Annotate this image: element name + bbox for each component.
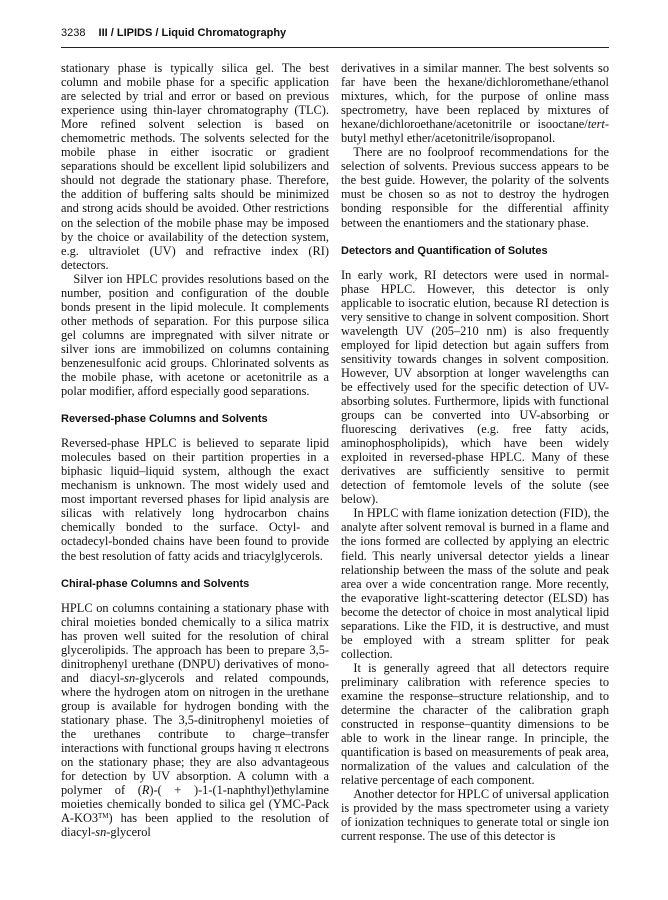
text-run: HPLC on columns containing a stationary phase with chiral moieties bonded chemically to a silica matrix has proven well suited for the resolution of chiral glycerolipids. The approach has been to prepare 3,5-dinitrophenyl urethane (DNPU) derivatives of mono- and diacyl- bbox=[61, 600, 329, 685]
section-heading-chiral-phase: Chiral-phase Columns and Solvents bbox=[61, 577, 250, 590]
text-run: ) has been applied to the resolution of diacyl- bbox=[61, 811, 329, 840]
paragraph: Another detector for HPLC of universal application is provided by the mass spectrometer using a variety of ionization techniques to generate total or single ion current response. The use of this detector is bbox=[341, 787, 609, 844]
italic-text: sn bbox=[95, 825, 107, 840]
trademark-superscript: TM bbox=[98, 812, 109, 821]
text-run: -butyl methyl ether/acetonitrile/isopropanol. bbox=[341, 117, 609, 146]
text-run: derivatives in a similar manner. The best solvents so far have been the hexane/dichloromethane/ethanol mixtures, which, for the purpose of online mass spectrometry, have been replaced by mixtures of hexane/dichloroethane/acetonitrile or isooctane/ bbox=[341, 61, 609, 132]
page-number: 3238 bbox=[61, 27, 86, 39]
section-title: III / LIPIDS / Liquid Chromatography bbox=[98, 27, 287, 39]
paragraph bbox=[341, 61, 609, 145]
italic-text: sn bbox=[124, 670, 136, 685]
paragraph: In HPLC with flame ionization detection (FID), the analyte after solvent removal is burned in a flame and the ions formed are collected by applying an electric field. This nearly universal detector yields a linear relationship between the mass of the solute and peak area over a wide concentration range. More recently, the evaporative light-scattering detector (ELSD) has become the detector of choice in most analytical lipid separations. Like the FID, it is destructive, and must be employed with a stream splitter for peak collection. bbox=[341, 506, 609, 661]
running-head bbox=[61, 27, 609, 48]
paragraph: Reversed-phase HPLC is believed to separate lipid molecules based on their partition properties in a biphasic liquid–liquid system, although the exact mechanism is unknown. The most widely used and most important reversed phases for lipid analysis are silicas with relatively long hydrocarbon chains chemically bonded to the surface. Octyl- and octadecyl-bonded chains have been found to provide the best resolution of fatty acids and triacylglycerols. bbox=[61, 436, 329, 563]
section-heading-detectors: Detectors and Quantification of Solutes bbox=[341, 244, 548, 257]
right-column bbox=[341, 61, 609, 843]
text-run: -glycerol bbox=[106, 825, 151, 840]
italic-text: R bbox=[141, 783, 150, 798]
left-column bbox=[61, 61, 329, 839]
paragraph: In early work, RI detectors were used in normal-phase HPLC. However, this detector is only applicable to isocratic elution, because RI detection is very sensitive to change in solvent composition. Short wavelength UV (205–210 nm) is also frequently employed for lipid detection but again suffers from sensitivity towards changes in solvent composition. However, UV absorption at longer wavelengths can be effectively used for the specific detection of UV-absorbing solutes. Furthermore, lipids with functional groups can be converted into UV-absorbing or fluorescing derivatives (e.g. free fatty acids, aminophospholipids), which have been widely exploited in reversed-phase HPLC. Many of these derivatives are sufficiently sensitive to permit detection of femtomole levels of the solute (see below). bbox=[341, 267, 609, 507]
text-run: )-( + )-1-(1-naphthyl)ethylamine moieties chemically bonded to silica gel (YMC-Pack A-KO3 bbox=[61, 783, 330, 826]
paragraph: There are no foolproof recommendations for the selection of solvents. Previous success appears to be the best guide. However, the polarity of the solvents must be chosen so as not to destroy the hydrogen bonding responsible for the differential affinity between the enantiomers and the stationary phase. bbox=[341, 145, 609, 230]
paragraph: Silver ion HPLC provides resolutions based on the number, position and configuration of the double bonds present in the lipid molecule. It complements other methods of separation. For this purpose silica gel columns are impregnated with silver nitrate or silver ions are immobilized on columns containing benzenesulfonic acid groups. Chlorinated solvents as the mobile phase, with acetone or acetonitrile as a polar modifier, afford especially good separations. bbox=[61, 271, 329, 399]
text-run: -glycerols and related compounds, where the hydrogen atom on nitrogen in the urethane group is available for hydrogen bonding with the stationary phase. The 3,5-dinitrophenyl moieties of the urethanes contribute to charge–transfer interactions with functional groups having π electrons on the stationary phase; they are also advantageous for detection by UV absorption. A column with a polymer of ( bbox=[61, 670, 329, 798]
paragraph: stationary phase is typically silica gel. The best column and mobile phase for a specific application are selected by trial and error or based on previous experience using thin-layer chromatography (TLC). More refined solvent selection is based on chemometric methods. The solvents selected for the mobile phase in either isocratic or gradient separations should be excellent lipid solubilizers and should not degrade the stationary phase. Therefore, the addition of buffering salts should be minimized and strong acids should be avoided. Other restrictions on the selection of the mobile phase may be imposed by the choice or availability of the detection system, e.g. ultraviolet (UV) and refractive index (RI) detectors. bbox=[61, 61, 329, 272]
paragraph: It is generally agreed that all detectors require preliminary calibration with reference species to examine the response–structure relationship, and to determine the character of the calibration graph constructed in response–quantity dimensions to be able to work in the linear range. In principle, the quantification is based on measurements of peak area, normalization of the values and calculation of the relative percentage of each component. bbox=[341, 660, 609, 788]
section-heading-reversed-phase: Reversed-phase Columns and Solvents bbox=[61, 413, 268, 426]
italic-text: tert bbox=[587, 117, 605, 132]
paragraph bbox=[61, 601, 329, 840]
